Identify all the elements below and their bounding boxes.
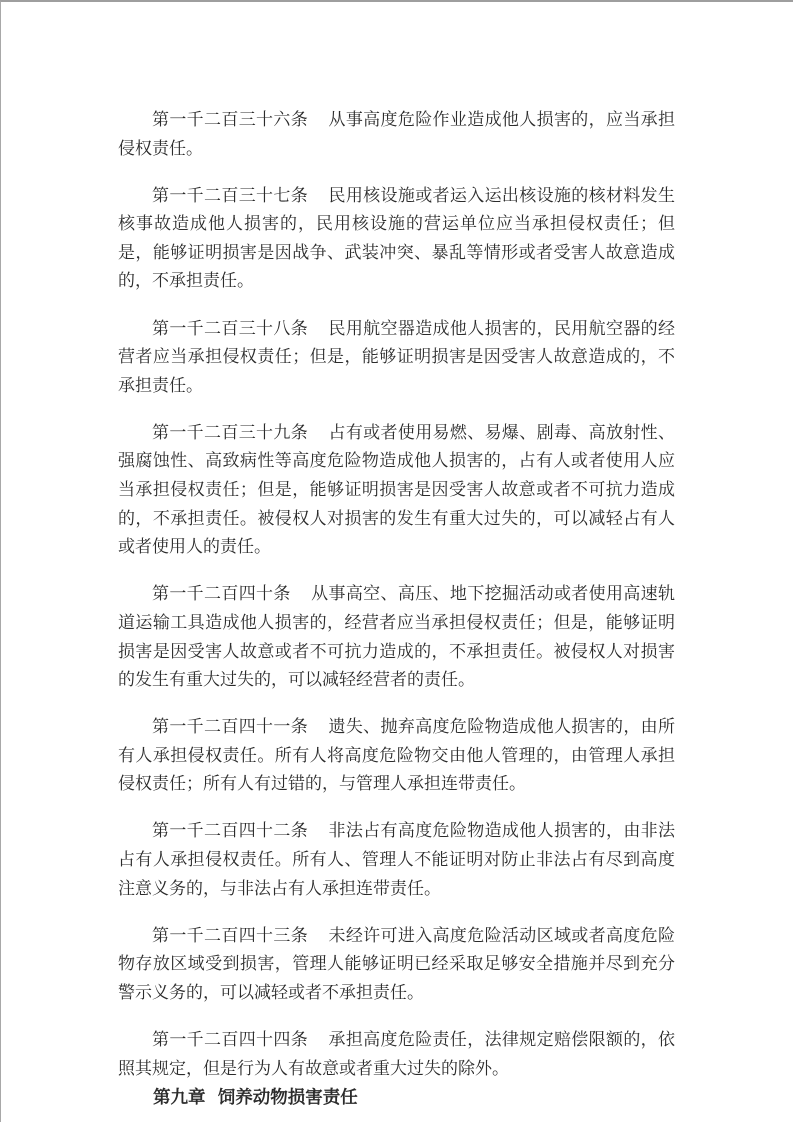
article-paragraph-1237 (118, 182, 675, 296)
article-text: 从事高空、高压、地下挖掘活动或者使用高速轨道运输工具造成他人损害的，经营者应当承担侵权责任；但是，能够证明损害是因受害人故意或者不可抗力造成的，不承担责任。被侵权人对损害的发生有重大过失的，可以减轻经营者的责任。 (118, 584, 676, 691)
article-text: 承担高度危险责任，法律规定赔偿限额的，依照其规定，但是行为人有故意或者重大过失的除外。 (118, 1030, 676, 1079)
chapter-title: 饲养动物损害责任 (217, 1088, 358, 1109)
article-text: 民用航空器造成他人损害的，民用航空器的经营者应当承担侵权责任；但是，能够证明损害是因受害人故意造成的，不承担责任。 (118, 318, 676, 396)
article-text: 民用核设施或者运入运出核设施的核材料发生核事故造成他人损害的，民用核设施的营运单位应当承担侵权责任；但是，能够证明损害是因战争、武装冲突、暴乱等情形或者受害人故意造成的，不承担责任。 (118, 185, 676, 292)
chapter-number: 第九章 (153, 1088, 206, 1109)
article-paragraph-1239 (118, 419, 675, 562)
article-text: 非法占有高度危险物造成他人损害的，由非法占有人承担侵权责任。所有人、管理人不能证明对防止非法占有尽到高度注意义务的，与非法占有人承担连带责任。 (118, 821, 676, 899)
article-text: 遗失、抛弃高度危险物造成他人损害的，由所有人承担侵权责任。所有人将高度危险物交由他人管理的，由管理人承担侵权责任；所有人有过错的，与管理人承担连带责任。 (118, 717, 676, 795)
page-content (1, 2, 793, 1113)
article-paragraph-1238 (118, 315, 675, 401)
article-paragraph-1243 (118, 922, 675, 1008)
article-number: 第一千二百三十六条 (152, 110, 309, 130)
chapter-heading (118, 1084, 675, 1113)
article-paragraph-1242 (118, 817, 675, 903)
article-text: 从事高度危险作业造成他人损害的，应当承担侵权责任。 (118, 110, 676, 159)
article-paragraph-1236 (118, 106, 675, 163)
article-paragraph-1241 (118, 713, 675, 799)
article-number: 第一千二百三十七条 (152, 185, 309, 206)
article-number: 第一千二百四十二条 (152, 821, 309, 842)
article-number: 第一千二百三十八条 (152, 318, 309, 339)
article-number: 第一千二百四十四条 (152, 1030, 309, 1051)
article-paragraph-1240 (118, 580, 675, 694)
article-text: 未经许可进入高度危险活动区域或者高度危险物存放区域受到损害，管理人能够证明已经采取足够安全措施并尽到充分警示义务的，可以减轻或者不承担责任。 (118, 925, 676, 1003)
article-number: 第一千二百四十三条 (152, 925, 309, 946)
article-number: 第一千二百四十条 (152, 584, 291, 605)
article-number: 第一千二百四十一条 (152, 717, 309, 738)
article-number: 第一千二百三十九条 (152, 422, 309, 443)
article-text: 占有或者使用易燃、易爆、剧毒、高放射性、强腐蚀性、高致病性等高度危险物造成他人损害的，占有人或者使用人应当承担侵权责任；但是，能够证明损害是因受害人故意或者不可抗力造成的，不承担责任。被侵权人对损害的发生有重大过失的，可以减轻占有人或者使用人的责任。 (118, 422, 676, 558)
article-paragraph-1244 (118, 1026, 675, 1083)
